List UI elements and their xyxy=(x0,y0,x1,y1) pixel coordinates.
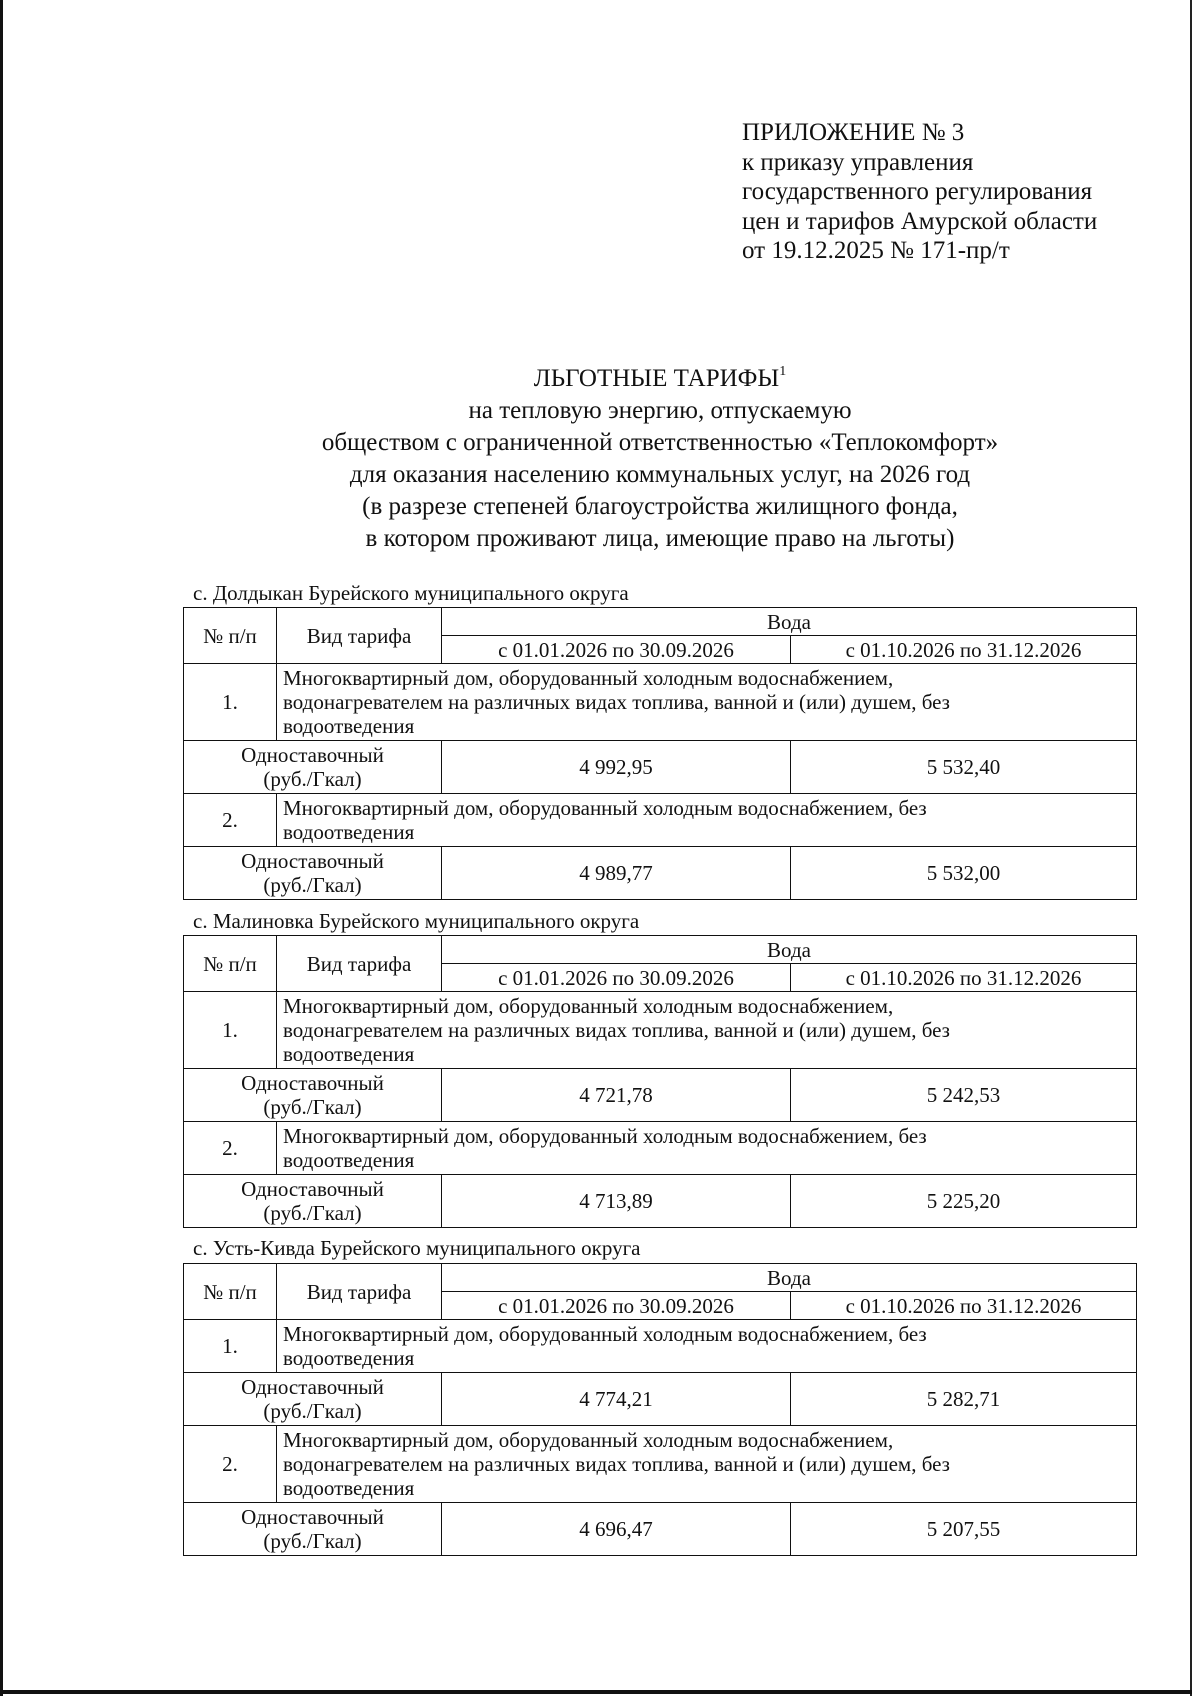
rate-row xyxy=(184,1373,1137,1426)
rate-type-name: Одноставочный xyxy=(241,1505,384,1529)
description-line: водоотведения xyxy=(283,714,415,738)
description-line: водонагревателем на различных видах топлива, ванной и (или) душем, без xyxy=(283,1452,950,1476)
tariff-value-period-2: 5 532,40 xyxy=(791,741,1137,794)
housing-category-row xyxy=(184,1426,1137,1503)
rate-row xyxy=(184,1069,1137,1122)
rate-type-label xyxy=(184,741,442,794)
rate-type-name: Одноставочный xyxy=(241,849,384,873)
description-line: Многоквартирный дом, оборудованный холодным водоснабжением, xyxy=(283,1428,894,1452)
header-period-1: с 01.01.2026 по 30.09.2026 xyxy=(442,964,791,992)
housing-category-row xyxy=(184,1320,1137,1373)
rate-row xyxy=(184,847,1137,900)
title-line: на тепловую энергию, отпускаемую xyxy=(468,397,852,424)
description-line: водоотведения xyxy=(283,1346,415,1370)
housing-category-row xyxy=(184,992,1137,1069)
tariff-value-period-2: 5 282,71 xyxy=(791,1373,1137,1426)
rate-unit: (руб./Гкал) xyxy=(263,1399,362,1423)
header-num: № п/п xyxy=(184,608,277,664)
housing-category-row xyxy=(184,794,1137,847)
tariff-value-period-2: 5 225,20 xyxy=(791,1175,1137,1228)
footnote-mark: 1 xyxy=(779,364,787,379)
scan-edge-bottom xyxy=(0,1690,1192,1694)
settlement-name: с. Усть-Кивда Бурейского муниципального округа xyxy=(193,1236,641,1260)
tariff-table xyxy=(183,935,1137,1228)
scan-edge-left xyxy=(0,0,3,1696)
document-title xyxy=(0,363,1200,555)
title-line: для оказания населению коммунальных услуг, на 2026 год xyxy=(349,461,971,488)
header-row xyxy=(184,1264,1137,1292)
header-tariff-kind: Вид тарифа xyxy=(277,1264,442,1320)
rate-row xyxy=(184,1503,1137,1556)
header-row xyxy=(184,608,1137,636)
tariff-value-period-1: 4 992,95 xyxy=(442,741,791,794)
header-period-2: с 01.10.2026 по 31.12.2026 xyxy=(791,964,1137,992)
appendix-line: к приказу управления xyxy=(742,148,974,176)
rate-type-label xyxy=(184,1069,442,1122)
rate-row xyxy=(184,1175,1137,1228)
tariff-value-period-1: 4 713,89 xyxy=(442,1175,791,1228)
tariff-value-period-1: 4 721,78 xyxy=(442,1069,791,1122)
title-line: обществом с ограниченной ответственностью «Теплокомфорт» xyxy=(321,429,999,456)
housing-category-row xyxy=(184,664,1137,741)
header-row xyxy=(184,936,1137,964)
scan-edge-right xyxy=(1190,0,1192,1696)
housing-category-row xyxy=(184,1122,1137,1175)
settlement-name: с. Долдыкан Бурейского муниципального округа xyxy=(193,581,629,605)
row-number: 1. xyxy=(184,992,277,1069)
header-tariff-kind: Вид тарифа xyxy=(277,608,442,664)
description-line: водоотведения xyxy=(283,1042,415,1066)
header-num: № п/п xyxy=(184,936,277,992)
row-number: 1. xyxy=(184,664,277,741)
appendix-number: ПРИЛОЖЕНИЕ № 3 xyxy=(742,119,965,146)
description-line: Многоквартирный дом, оборудованный холодным водоснабжением, без xyxy=(283,796,927,820)
housing-description xyxy=(277,794,1137,847)
header-water: Вода xyxy=(442,608,1137,636)
header-tariff-kind: Вид тарифа xyxy=(277,936,442,992)
description-line: Многоквартирный дом, оборудованный холодным водоснабжением, без xyxy=(283,1322,927,1346)
description-line: водоотведения xyxy=(283,1148,415,1172)
tariff-value-period-2: 5 242,53 xyxy=(791,1069,1137,1122)
rate-type-name: Одноставочный xyxy=(241,743,384,767)
tariff-table xyxy=(183,1263,1137,1556)
appendix-date: от 19.12.2025 № 171-пр/т xyxy=(742,237,1010,264)
row-number: 1. xyxy=(184,1320,277,1373)
title-line: в котором проживают лица, имеющие право на льготы) xyxy=(365,525,955,552)
appendix-block xyxy=(742,118,1172,266)
tariff-value-period-1: 4 774,21 xyxy=(442,1373,791,1426)
header-period-2: с 01.10.2026 по 31.12.2026 xyxy=(791,1292,1137,1320)
header-period-1: с 01.01.2026 по 30.09.2026 xyxy=(442,636,791,664)
row-number: 2. xyxy=(184,1122,277,1175)
housing-description xyxy=(277,1426,1137,1503)
tariff-value-period-2: 5 207,55 xyxy=(791,1503,1137,1556)
settlement-name: с. Малиновка Бурейского муниципального округа xyxy=(193,909,640,933)
housing-description xyxy=(277,992,1137,1069)
row-number: 2. xyxy=(184,1426,277,1503)
description-line: водоотведения xyxy=(283,820,415,844)
header-period-1: с 01.01.2026 по 30.09.2026 xyxy=(442,1292,791,1320)
housing-description xyxy=(277,1320,1137,1373)
tariff-value-period-1: 4 989,77 xyxy=(442,847,791,900)
appendix-line: государственного регулирования xyxy=(742,178,1093,205)
description-line: Многоквартирный дом, оборудованный холодным водоснабжением, xyxy=(283,994,894,1018)
rate-unit: (руб./Гкал) xyxy=(263,873,362,897)
tariff-value-period-1: 4 696,47 xyxy=(442,1503,791,1556)
header-water: Вода xyxy=(442,936,1137,964)
rate-unit: (руб./Гкал) xyxy=(263,1095,362,1119)
rate-type-label xyxy=(184,1503,442,1556)
rate-type-name: Одноставочный xyxy=(241,1071,384,1095)
header-num: № п/п xyxy=(184,1264,277,1320)
appendix-line: цен и тарифов Амурской области xyxy=(742,207,1098,235)
rate-type-label xyxy=(184,1175,442,1228)
rate-type-label xyxy=(184,847,442,900)
housing-description xyxy=(277,1122,1137,1175)
rate-unit: (руб./Гкал) xyxy=(263,1529,362,1553)
description-line: водонагревателем на различных видах топлива, ванной и (или) душем, без xyxy=(283,1018,950,1042)
rate-type-name: Одноставочный xyxy=(241,1177,384,1201)
title-main: ЛЬГОТНЫЕ ТАРИФЫ$^1$ xyxy=(533,364,787,392)
tariff-value-period-2: 5 532,00 xyxy=(791,847,1137,900)
description-line: Многоквартирный дом, оборудованный холодным водоснабжением, без xyxy=(283,1124,927,1148)
rate-type-label xyxy=(184,1373,442,1426)
rate-type-name: Одноставочный xyxy=(241,1375,384,1399)
row-number: 2. xyxy=(184,794,277,847)
description-line: Многоквартирный дом, оборудованный холодным водоснабжением, xyxy=(283,666,894,690)
title-line: (в разрезе степеней благоустройства жилищного фонда, xyxy=(362,493,958,520)
header-period-2: с 01.10.2026 по 31.12.2026 xyxy=(791,636,1137,664)
rate-row xyxy=(184,741,1137,794)
header-water: Вода xyxy=(442,1264,1137,1292)
rate-unit: (руб./Гкал) xyxy=(263,1201,362,1225)
housing-description xyxy=(277,664,1137,741)
description-line: водоотведения xyxy=(283,1476,415,1500)
rate-unit: (руб./Гкал) xyxy=(263,767,362,791)
tariff-table xyxy=(183,607,1137,900)
description-line: водонагревателем на различных видах топлива, ванной и (или) душем, без xyxy=(283,690,950,714)
